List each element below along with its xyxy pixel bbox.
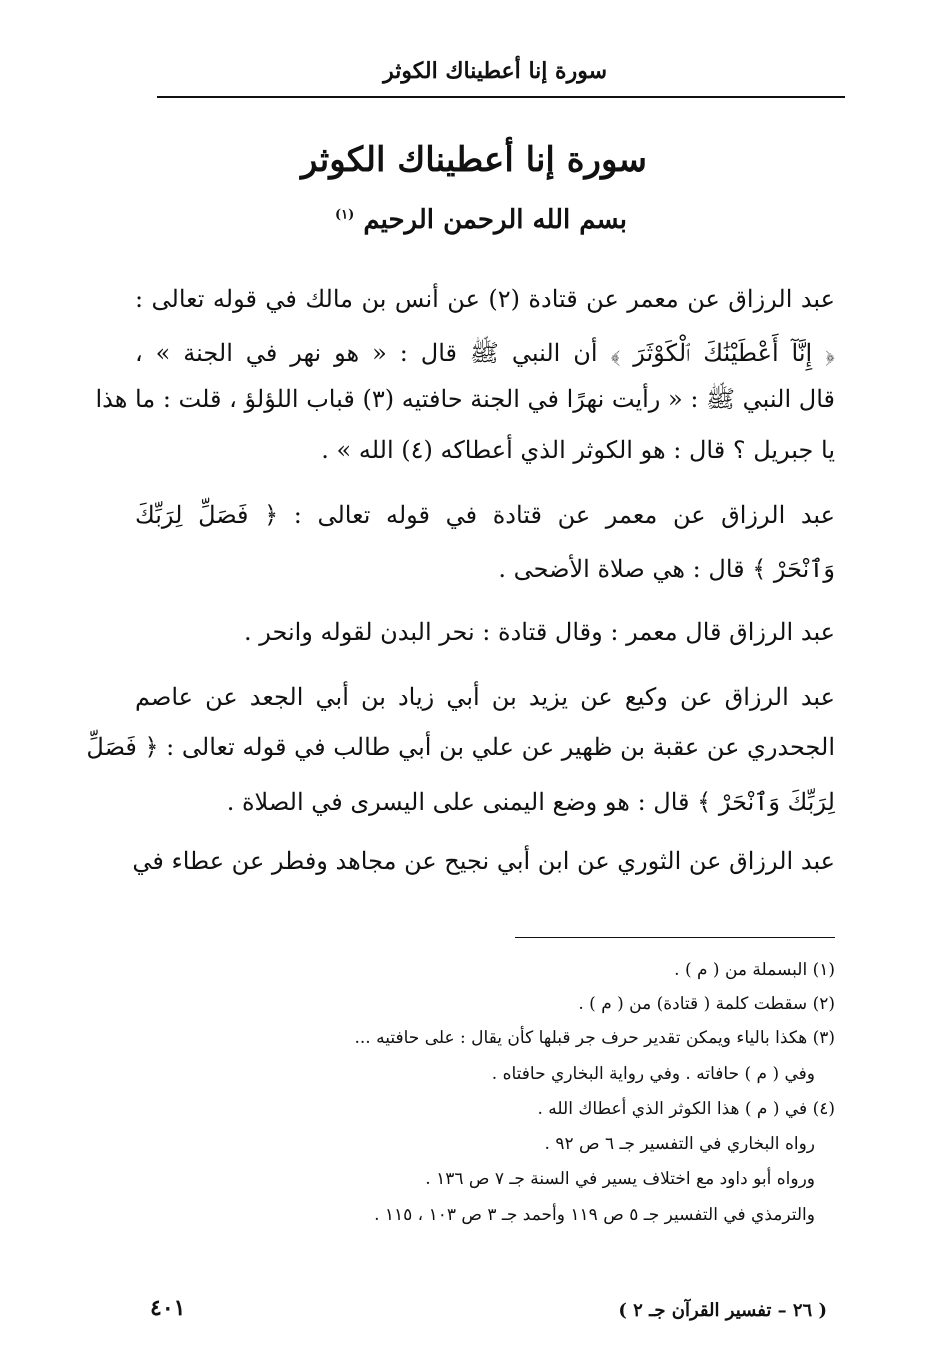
page-number: ٤٠١: [150, 1295, 186, 1321]
paragraph-4-line-2: الجحدري عن عقبة بن ظهير عن علي بن أبي طالب في قوله تعالى : ﴿ فَصَلِّ: [86, 733, 835, 761]
footnote-1: (١) البسملة من ( م ) .: [674, 960, 835, 980]
footnote-2: (٢) سقطت كلمة ( قتادة) من ( م ) .: [578, 994, 835, 1014]
paragraph-1-line-4: يا جبريل ؟ قال : هو الكوثر الذي أعطاكه (٤) الله » .: [321, 436, 835, 464]
header-rule: [157, 96, 845, 98]
paragraph-4-line-3: لِرَبِّكَ وَٱنْحَرْ ﴾ قال : هو وضع اليمنى على اليسرى في الصلاة .: [226, 788, 835, 816]
footnote-4-bukhari: رواه البخاري في التفسير جـ ٦ ص ٩٢ .: [544, 1134, 815, 1154]
footnote-3-continued: وفي ( م ) حافاته . وفي رواية البخاري حافتاه .: [491, 1064, 815, 1084]
paragraph-1-line-1: عبد الرزاق عن معمر عن قتادة (٢) عن أنس بن مالك في قوله تعالى :: [135, 285, 835, 313]
footnote-3: (٣) هكذا بالياء ويمكن تقدير حرف جر قبلها كأن يقال : على حافتيه ...: [354, 1028, 835, 1048]
basmala-line: [227, 205, 627, 235]
signature-mark: ( ٢٦ – تفسير القرآن جـ ٢ ): [618, 1300, 827, 1321]
paragraph-3-line-1: عبد الرزاق قال معمر : وقال قتادة : نحر البدن لقوله وانحر .: [243, 618, 835, 646]
basmala-text: بسم الله الرحمن الرحيم: [363, 205, 627, 235]
footnote-4-abu-dawud: ورواه أبو داود مع اختلاف يسير في السنة جـ ٧ ص ١٣٦ .: [425, 1169, 815, 1189]
paragraph-1-line-3: قال النبي ﷺ : « رأيت نهرًا في الجنة حافتيه (٣) قباب اللؤلؤ ، قلت : ما هذا: [95, 385, 835, 413]
basmala-footnote-marker: (١): [334, 207, 355, 223]
paragraph-2-line-1: عبد الرزاق عن معمر عن قتادة في قوله تعالى : ﴿ فَصَلِّ لِرَبِّكَ: [135, 501, 835, 529]
paragraph-1-line-2: ﴿ إِنَّآ أَعْطَيْنَٰكَ ٱلْكَوْثَرَ ﴾ أن النبي ﷺ قال : « هو نهر في الجنة » ،: [135, 339, 835, 367]
running-head: سورة إنا أعطيناك الكوثر: [383, 58, 607, 84]
surah-title: سورة إنا أعطيناك الكوثر: [301, 140, 647, 180]
footnote-4: (٤) في ( م ) هذا الكوثر الذي أعطاك الله .: [537, 1099, 835, 1119]
paragraph-5-line-1: عبد الرزاق عن الثوري عن ابن أبي نجيح عن مجاهد وفطر عن عطاء في: [132, 847, 835, 875]
footnote-rule: [515, 937, 835, 938]
paragraph-2-line-2: وَٱنْحَرْ ﴾ قال : هي صلاة الأضحى .: [498, 555, 835, 583]
paragraph-4-line-1: عبد الرزاق عن وكيع عن يزيد بن أبي زياد بن أبي الجعد عن عاصم: [135, 683, 835, 711]
footnote-4-tirmidhi: والترمذي في التفسير جـ ٥ ص ١١٩ وأحمد جـ ٣ ص ١٠٣ ، ١١٥ .: [374, 1205, 815, 1225]
